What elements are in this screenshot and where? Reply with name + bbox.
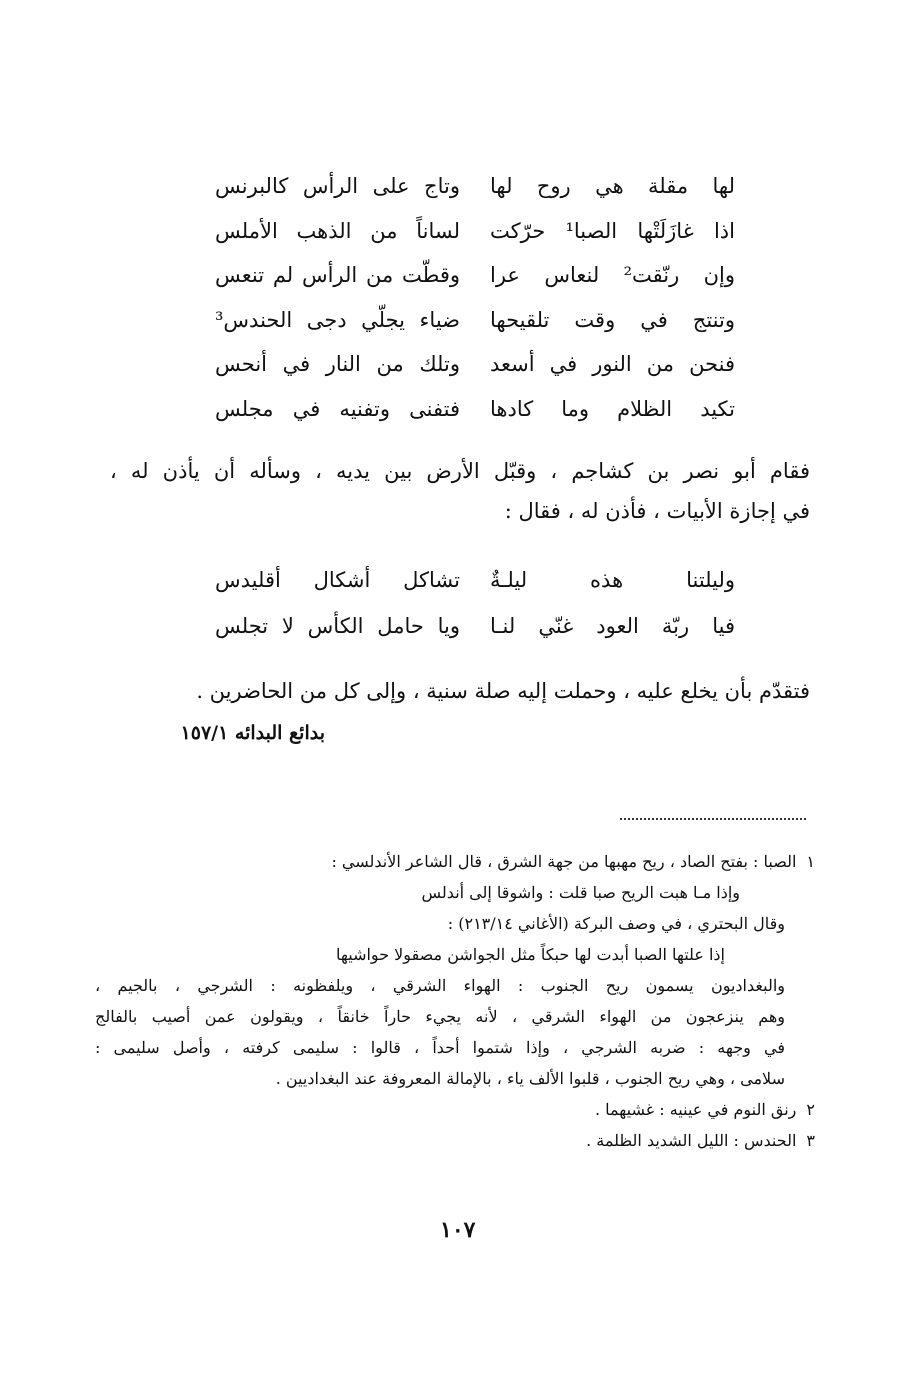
poem-block-1 (215, 164, 735, 431)
verse (215, 209, 735, 254)
prose-line: فقام أبو نصر بن كشاجم ، وقبّل الأرض بين يديه ، وسأله أن يأذن له ، (110, 459, 810, 483)
footnote-3 (95, 1125, 815, 1156)
hemistich-second: وتاج على الرأس كالبرنس (215, 174, 460, 198)
verse (215, 298, 735, 343)
prose-line: فتقدّم بأن يخلع عليه ، وحملت إليه صلة سنية ، وإلى كل من الحاضرين . (196, 679, 810, 703)
hemistich-first: فنحن من النور في أسعد (490, 352, 735, 376)
verse (215, 342, 735, 387)
verse (215, 603, 735, 649)
verse (215, 253, 735, 298)
hemistich-second: وتلك من النار في أنحس (215, 352, 460, 376)
prose-paragraph-1 (110, 451, 810, 531)
footnote-text: الصبا : بفتح الصاد ، ريح مهبها من جهة الشرق ، قال الشاعر الأندلسي : (331, 852, 797, 871)
footnote-text: رنق النوم في عينيه : غشيهما . (595, 1100, 797, 1119)
hemistich-first: لها مقلة هي روح لها (490, 174, 735, 198)
footnote-text: الحندس : الليل الشديد الظلمة . (586, 1131, 797, 1150)
poem-block-2 (215, 557, 735, 649)
hemistich-first: تكيد الظلام وما كادها (490, 396, 735, 421)
footnote-number: ٢ (806, 1100, 815, 1119)
hemistich-first: وليلتنا هذه ليلـةٌ (490, 568, 735, 592)
footnote-number: ١ (806, 852, 815, 871)
verse (215, 387, 735, 432)
hemistich-second: وقطّت من الرأس لم تنعس (215, 263, 460, 287)
hemistich-second: تشاكل أشكال أقليدس (215, 568, 460, 592)
footnote-text-line: في وجهه : ضربه الشرجي ، وإذا شتموا أحداً ، قالوا : سليمى كرفته ، وأصل سليمى : (95, 1038, 785, 1057)
page-number: ١٠٧ (440, 1217, 476, 1243)
verse (215, 557, 735, 603)
footnote-verse: إذا علتها الصبا أبدت لها حبكاً مثل الجواشن مصقولا حواشيها (336, 945, 725, 964)
hemistich-first: اذا غازَلَتْها الصبا¹ حرّكت (490, 218, 735, 243)
footnote-text-line: وقال البحتري ، في وصف البركة (الأغاني ٢١٣/١٤) : (447, 914, 785, 933)
footnote-2 (95, 1094, 815, 1125)
footnote-number: ٣ (806, 1131, 815, 1150)
prose-paragraph-2 (110, 671, 810, 711)
hemistich-second: لساناً من الذهب الأملس (215, 218, 460, 243)
footnote-verse: وإذا مـا هبت الريح صبا قلت : واشوقا إلى أندلس (421, 883, 740, 902)
footnote-text-line: والبغداديون يسمون ريح الجنوب : الهواء الشرقي ، ويلفظونه : الشرجي ، بالجيم ، (95, 976, 785, 995)
prose-line: في إجازة الأبيات ، فأذن له ، فقال : (504, 499, 810, 523)
hemistich-second: ضياء يجلّي دجى الحندس³ (215, 307, 460, 332)
verse (215, 164, 735, 209)
footnote-text-line: وهم ينزعجون من الهواء الشرقي ، لأنه يجيء حاراً خانقاً ، ويقولون عمن أصيب بالفالج (95, 1007, 785, 1026)
source-citation: بدائع البدائه ١٥٧/١ (180, 722, 325, 744)
hemistich-second: فتفنى وتفنيه في مجلس (215, 396, 460, 421)
hemistich-first: فيا ربّة العود غنّي لنـا (490, 614, 735, 638)
footnote-separator (620, 818, 806, 820)
footnotes (95, 846, 815, 1156)
hemistich-second: ويا حامل الكأس لا تجلس (215, 614, 460, 638)
footnote-text-line: سلامى ، وهي ريح الجنوب ، قلبوا الألف ياء ، بالإمالة المعروفة عند البغداديين . (275, 1069, 785, 1088)
footnote-1 (95, 846, 815, 877)
hemistich-first: وتنتج في وقت تلقيحها (490, 307, 735, 332)
hemistich-first: وإن رنّقت² لنعاس عرا (490, 263, 735, 287)
